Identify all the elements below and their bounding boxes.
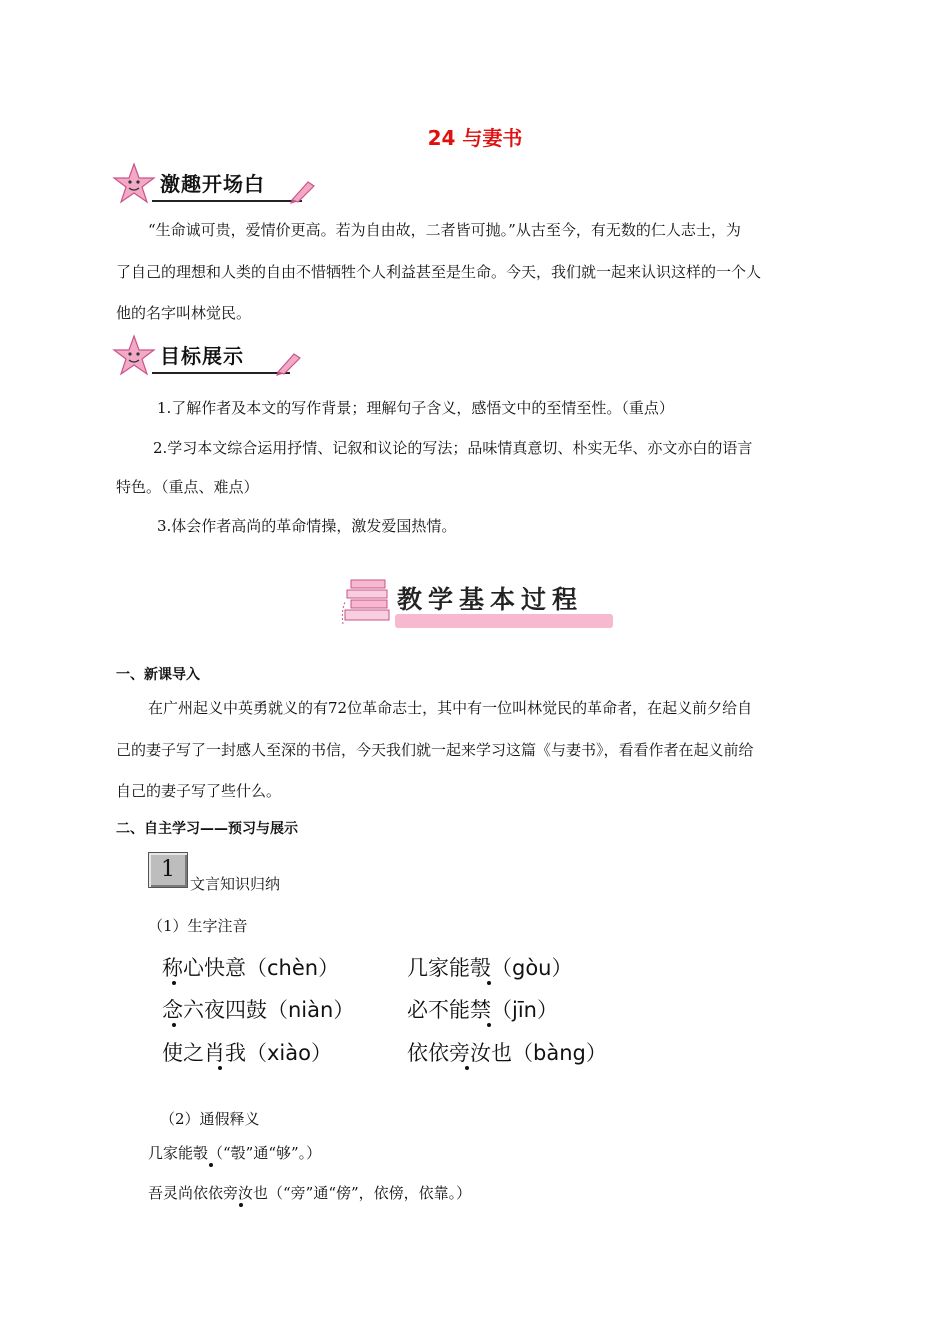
- process-banner-label: 教学基本过程: [397, 585, 584, 614]
- pinyin-item: 念六夜四鼓（niàn）: [162, 998, 355, 1022]
- intro-section-badge: [112, 160, 322, 210]
- emphasis-dot: [218, 1066, 222, 1070]
- intro-line-1: “生命诚可贵，爱情价更高。若为自由故，二者皆可抛。”从古至今，有无数的仁人志士，为: [148, 221, 741, 239]
- goal-line-2: 2.学习本文综合运用抒情、记叙和议论的写法；品味情真意切、朴实无华、亦文亦白的语言: [153, 439, 753, 457]
- process-banner: [337, 572, 615, 634]
- part1-line-3: 自己的妻子写了些什么。: [116, 782, 282, 800]
- box-label: 文言知识归纳: [190, 875, 281, 893]
- goals-section-label: 目标展示: [160, 344, 244, 368]
- pinyin-item: 称心快意（chèn）: [162, 956, 340, 980]
- part1-line-1: 在广州起义中英勇就义的有72位革命志士，其中有一位叫林觉民的革命者，在起义前夕给自: [148, 699, 753, 717]
- emphasis-dot: [487, 981, 491, 985]
- intro-line-2: 了自己的理想和人类的自由不惜牺牲个人利益甚至是生命。今天，我们就一起来认识这样的一个人: [116, 263, 762, 281]
- emphasis-dot: [172, 981, 176, 985]
- part1-heading: 一、新课导入: [116, 667, 200, 683]
- pinyin-item: 使之肖我（xiào）: [162, 1041, 332, 1065]
- sub-heading-tongjia: （2）通假释义: [160, 1110, 260, 1128]
- pen-icon: [274, 348, 304, 376]
- emphasis-dot: [172, 1023, 176, 1027]
- emphasis-dot: [487, 1023, 491, 1027]
- emphasis-dot: [209, 1163, 213, 1167]
- goal-line-3: 特色。（重点、难点）: [116, 478, 259, 496]
- section-number-box: 1: [148, 852, 188, 888]
- sub-heading-pinyin: （1）生字注音: [148, 917, 248, 935]
- note-line-1: 几家能彀（“彀”通“够”。）: [148, 1144, 322, 1162]
- intro-line-3: 他的名字叫林觉民。: [116, 304, 252, 322]
- emphasis-dot: [239, 1203, 243, 1207]
- pinyin-item: 几家能彀（gòu）: [407, 956, 573, 980]
- star-mascot-icon: [112, 334, 156, 378]
- part1-line-2: 己的妻子写了一封感人至深的书信，今天我们就一起来学习这篇《与妻书》，看看作者在起义前给: [116, 741, 754, 759]
- pinyin-item: 依依旁汝也（bàng）: [407, 1041, 607, 1065]
- goal-line-4: 3.体会作者高尚的革命情操，激发爱国热情。: [157, 517, 457, 535]
- pinyin-item: 必不能禁（jīn）: [407, 998, 558, 1022]
- page-title: 24 与妻书: [427, 126, 523, 150]
- part2-heading: 二、自主学习——预习与展示: [116, 821, 298, 837]
- goal-line-1: 1.了解作者及本文的写作背景；理解句子含义，感悟文中的至情至性。（重点）: [157, 399, 674, 417]
- note-line-2: 吾灵尚依依旁汝也（“旁”通“傍”，依傍，依靠。）: [148, 1184, 472, 1202]
- pen-icon: [288, 176, 318, 204]
- goals-section-badge: [112, 332, 312, 382]
- intro-section-label: 激趣开场白: [160, 172, 265, 196]
- emphasis-dot: [465, 1066, 469, 1070]
- star-mascot-icon: [112, 162, 156, 206]
